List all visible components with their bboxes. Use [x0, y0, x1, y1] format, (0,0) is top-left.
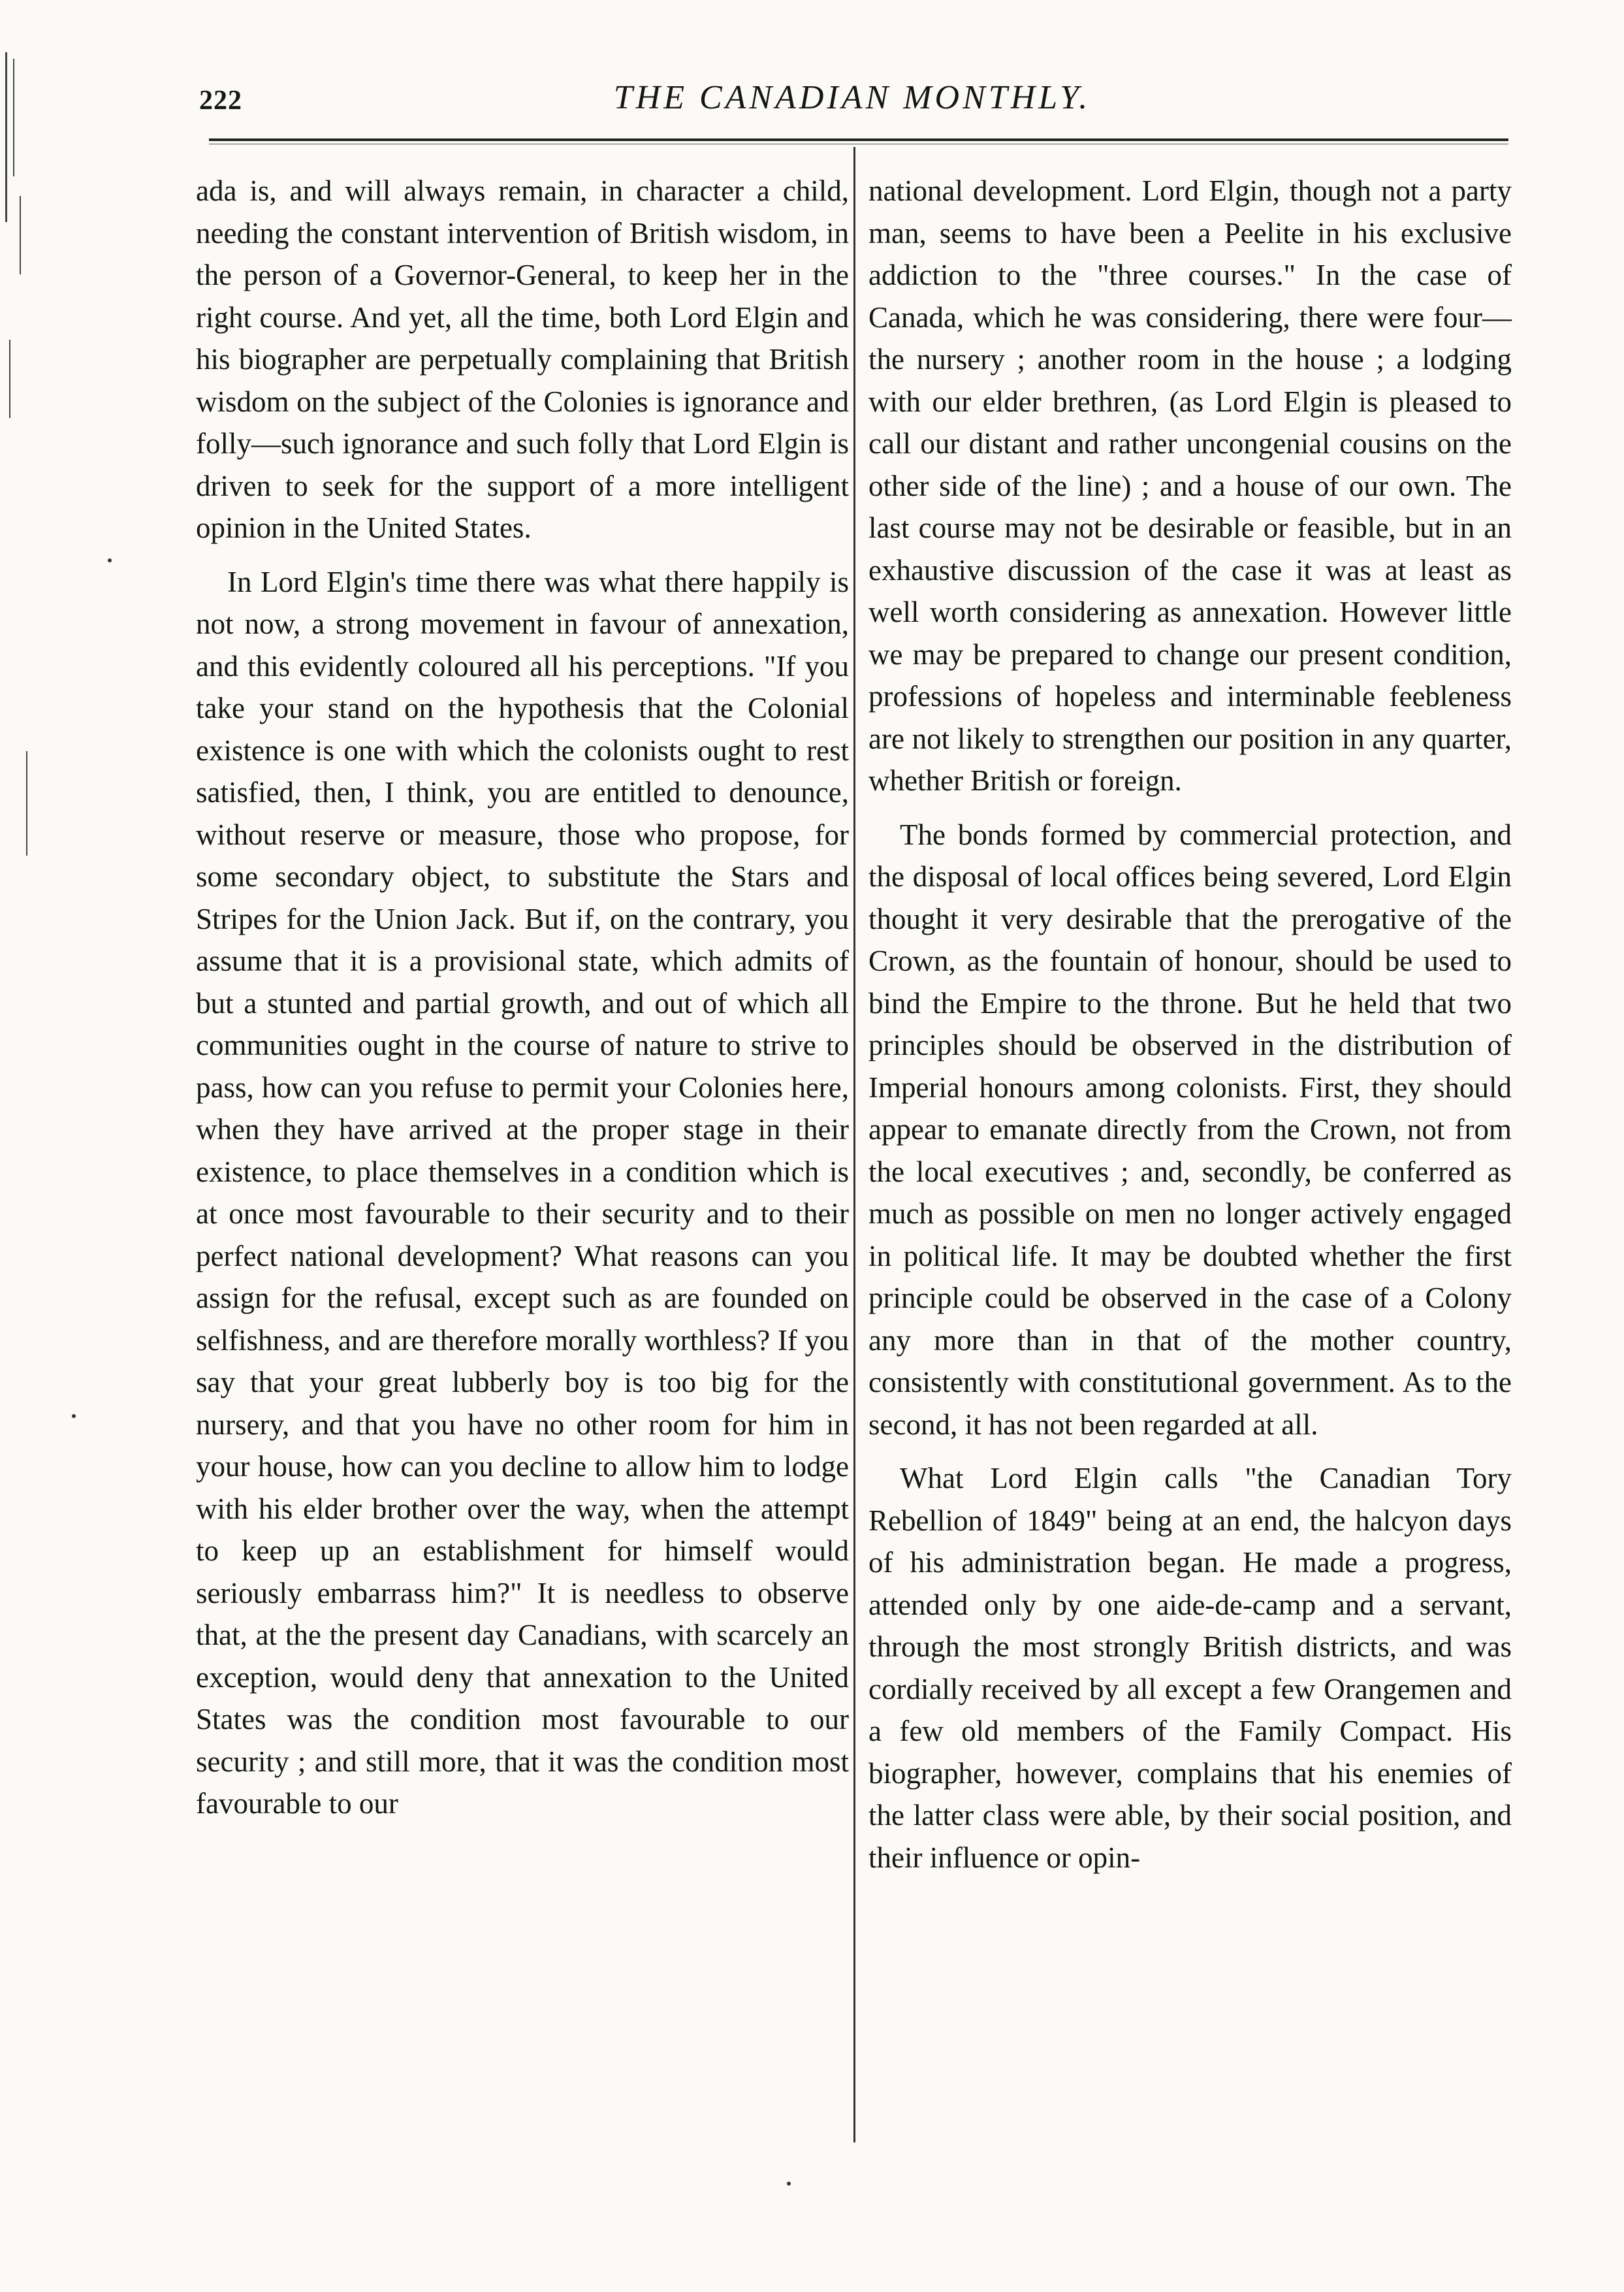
running-head-title: THE CANADIAN MONTHLY. [613, 79, 1091, 116]
ink-speck [72, 1414, 76, 1418]
left-paragraph-2: In Lord Elgin's time there was what there happily is not now, a strong movement in favour of annexation, and this evidently coloured all his perceptions. "If you take your stand on the hypothesis that the Colonial existence is one with which the colonists ought to rest satisfied, then, I think, you are entitled to denounce, without reserve or measure, those who propose, for some secondary object, to substitute the Stars and Stripes for the Union Jack. But if, on the contrary, you assume that it is a provisional state, which admits of but a stunted and partial growth, and out of which all communities ought in the course of nature to strive to pass, how can you refuse to permit your Colonies here, when they have arrived at the proper stage in their existence, to place themselves in a condition which is at once most favourable to their security and to their perfect national development? What reasons can you assign for the refusal, except such as are founded on selfishness, and are therefore morally worthless? If you say that your great lubberly boy is too big for the nursery, and that you have no other room for him in your house, how can you decline to allow him to lodge with his elder brother over the way, when the attempt to keep up an establishment for himself would seriously embarrass him?" It is needless to observe that, at the the present day Canadians, with scarcely an exception, would deny that annexation to the United States was the condition most favourable to our security ; and still more, that it was the condition most favourable to our [196, 565, 849, 1820]
ink-speck [108, 558, 112, 562]
right-paragraph-3: What Lord Elgin calls "the Canadian Tory Rebellion of 1849" being at an end, the halcyon days of his administration began. He made a progress, attended only by one aide-de-camp and a servant, through the most strongly British districts, and was cordially received by all except a few Orangemen and a few old members of the Family Compact. His biographer, however, complains that his enemies of the latter class were able, by their social position, and their influence or opin- [868, 1462, 1512, 1874]
page-number: 222 [199, 86, 242, 116]
right-column [868, 170, 1512, 1890]
header-rule [209, 138, 1508, 144]
page-header [199, 72, 1505, 131]
ink-speck [787, 2182, 791, 2186]
right-paragraph-1: national development. Lord Elgin, though not a party man, seems to have been a Peelite in his exclusive addiction to the "three courses." In the case of Canada, which he was considering, there were four—the nursery ; another room in the house ; a lodging with our elder brethren, (as Lord Elgin is pleased to call our distant and rather uncongenial cousins on the other side of the line) ; and a house of our own. The last course may not be desirable or feasible, but in an exhaustive discussion of the case it was at least as well worth considering as annexation. However little we may be prepared to change our present condition, professions of hopeless and interminable feebleness are not likely to strengthen our position in any quarter, whether British or foreign. [868, 174, 1512, 797]
column-divider [853, 147, 855, 2142]
margin-scan-marks [0, 0, 39, 914]
left-paragraph-1: ada is, and will always remain, in character a child, needing the constant intervention of British wisdom, in the person of a Governor-General, to keep her in the right course. And yet, all the time, both Lord Elgin and his biographer are perpetually complaining that British wisdom on the subject of the Colonies is ignorance and folly—such ignorance and such folly that Lord Elgin is driven to seek for the support of a more intelligent opinion in the United States. [196, 174, 849, 544]
right-paragraph-2: The bonds formed by commercial protection, and the disposal of local offices being severed, Lord Elgin thought it very desirable that the prerogative of the Crown, as the fountain of honour, should be used to bind the Empire to the throne. But he held that two principles should be observed in the distribution of Imperial honours among colonists. First, they should appear to emanate directly from the Crown, not from the local executives ; and, secondly, be conferred as much as possible on men no longer actively engaged in political life. It may be doubted whether the first principle could be observed in the case of a Colony any more than in that of the mother country, consistently with constitutional government. As to the second, it has not been regarded at all. [868, 818, 1512, 1441]
left-column [196, 170, 849, 1837]
